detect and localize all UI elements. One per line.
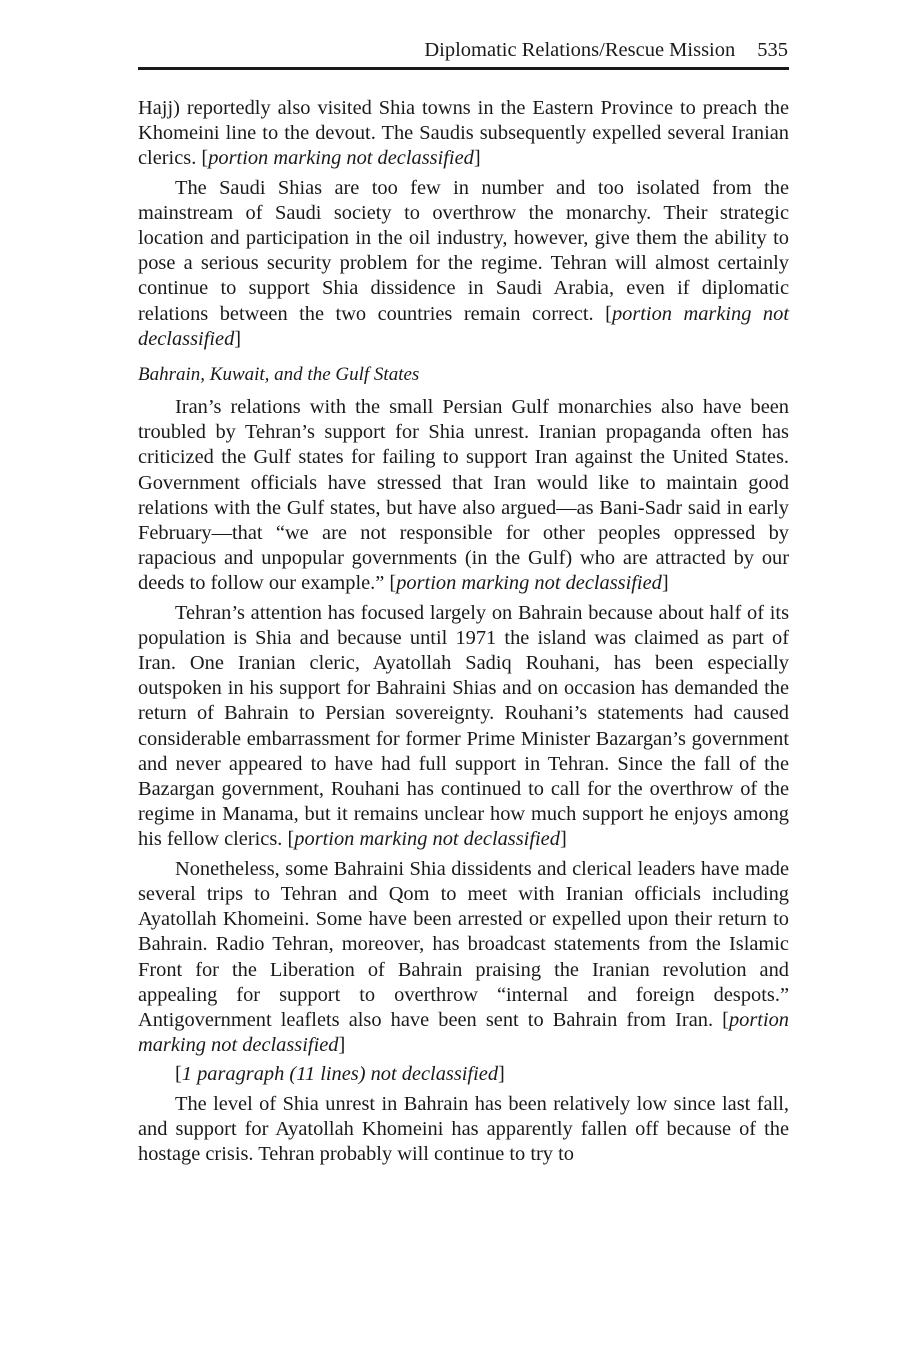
body-text <box>138 96 789 1167</box>
paragraph-4: Tehran’s attention has focused largely on Bahrain because about half of its population is Shia and because until 1971 the island was claimed as part of Iran. One Iranian cleric, Ayatollah Sadiq Rouhani, has been especially outspoken in his support for Bahraini Shias and on occasion has demanded the return of Bahrain to Persian sovereignty. Rouhani’s statements had caused considerable embarrassment for former Prime Minister Bazargan’s government and never appeared to have had full support in Tehran. Since the fall of the Bazargan government, Rouhani has continued to call for the overthrow of the regime in Manama, but it remains unclear how much support he enjoys among his fellow clerics. [portion marking not declassified] <box>138 601 789 851</box>
paragraph-3: Iran’s relations with the small Persian Gulf monarchies also have been troubled by Tehran’s support for Shia unrest. Iranian propaganda often has criticized the Gulf states for failing to support Iran against the United States. Government officials have stressed that Iran would like to maintain good relations with the Gulf states, but have also argued—as Bani-Sadr said in early February—that “we are not responsible for other peoples oppressed by rapacious and unpopular governments (in the Gulf) who are attracted by our deeds to follow our example.” [portion marking not declassified] <box>138 396 789 595</box>
header-rule <box>138 67 789 70</box>
paragraph-7: The level of Shia unrest in Bahrain has been relatively low since last fall, and support for Ayatollah Khomeini has apparently fallen off because of the hostage crisis. Tehran probably will continue to try to <box>138 1092 789 1165</box>
document-page <box>138 36 789 1167</box>
withheld-paragraph-note: 1 paragraph (11 lines) not declassified <box>181 1063 499 1086</box>
declassification-note: portion marking not declassified <box>294 828 560 851</box>
declassification-note: portion marking not declassified <box>138 1008 789 1057</box>
section-subhead: Bahrain, Kuwait, and the Gulf States <box>138 364 420 386</box>
declassification-note: portion marking not declassified <box>396 572 662 595</box>
paragraph-6-withheld-note: [1 paragraph (11 lines) not declassified] <box>175 1063 505 1086</box>
running-title: Diplomatic Relations/Rescue Mission <box>424 39 736 61</box>
declassification-note: portion marking not declassified <box>208 147 474 170</box>
page-number: 535 <box>757 39 788 61</box>
declassification-note: portion marking not declassified <box>138 302 789 350</box>
running-header <box>138 36 789 64</box>
paragraph-2: The Saudi Shias are too few in number and too isolated from the mainstream of Saudi society to overthrow the monarchy. Their strategic location and participation in the oil industry, however, give them the ability to pose a serious security problem for the regime. Tehran will almost certainly continue to support Shia dissidence in Saudi Arabia, even if diplomatic relations between the two countries remain correct. [portion marking not declassified] <box>138 176 789 350</box>
paragraph-1: Hajj) reportedly also visited Shia towns in the Eastern Province to preach the Khomeini line to the devout. The Saudis subsequently expelled several Iranian clerics. [portion marking not declassified] <box>138 97 789 170</box>
paragraph-5: Nonetheless, some Bahraini Shia dissidents and clerical leaders have made several trips to Tehran and Qom to meet with Iranian officials including Ayatollah Khomeini. Some have been arrested or expelled upon their return to Bahrain. Radio Tehran, moreover, has broadcast statements from the Islamic Front for the Liberation of Bahrain praising the Iranian revolution and appealing for support to overthrow “internal and foreign despots.” Antigovernment leaflets also have been sent to Bahrain from Iran. [portion marking not declassified] <box>138 857 789 1057</box>
